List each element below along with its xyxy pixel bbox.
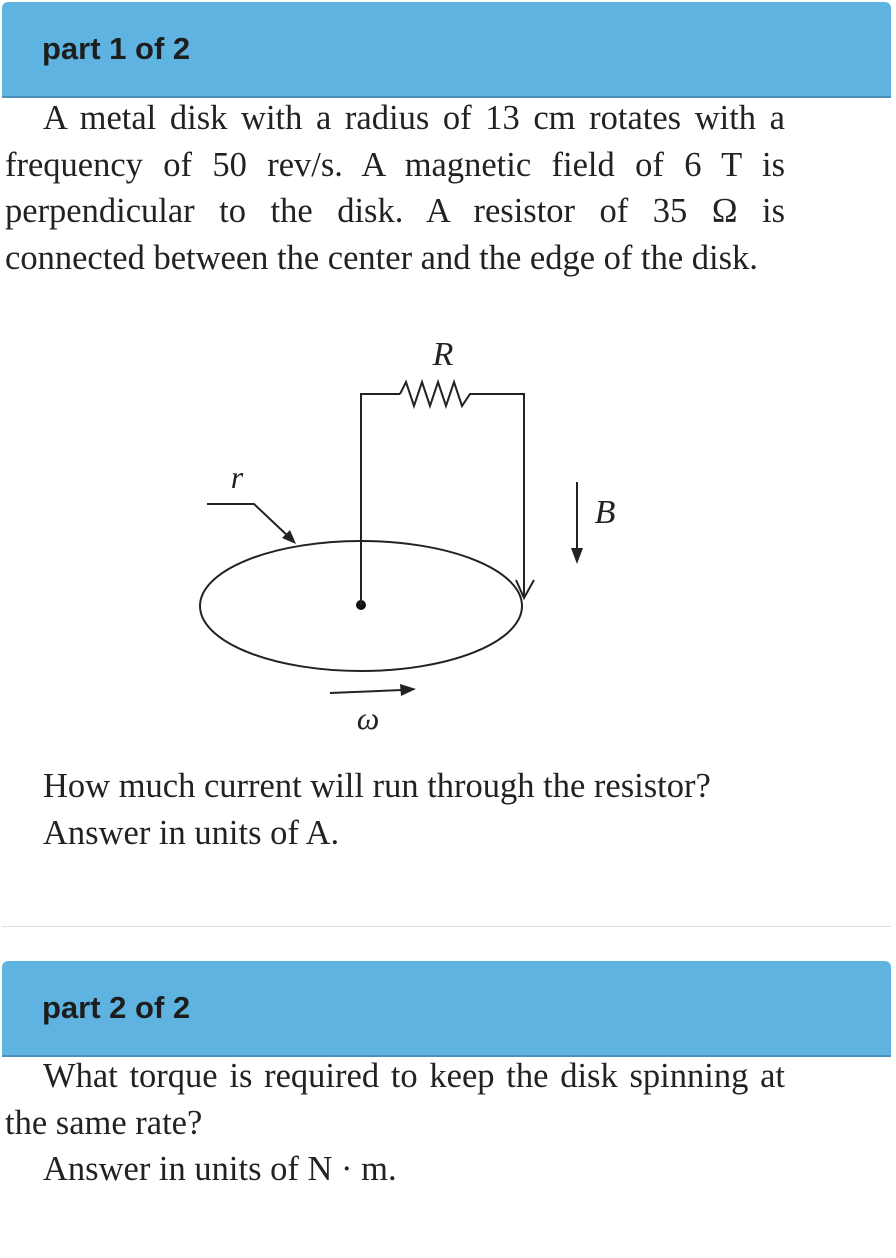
part-1-question: How much current will run through the resistor? xyxy=(43,767,711,805)
angular-velocity-label: ω xyxy=(356,700,380,736)
part-2-title: part 2 of 2 xyxy=(42,990,191,1025)
part-1-answer-units: Answer in units of A. xyxy=(43,813,340,852)
circuit-wire-left xyxy=(361,394,400,605)
part-1-question-block xyxy=(5,763,785,856)
section-divider xyxy=(2,926,891,927)
part-2-answer-units: Answer in units of N · m. xyxy=(43,1150,397,1188)
part-2-question: What torque is required to keep the disk spinning at the same rate? xyxy=(5,1057,785,1142)
rotation-arrow xyxy=(330,690,402,693)
rotation-arrowhead xyxy=(400,684,416,696)
circuit-wire-right xyxy=(480,394,524,598)
magnetic-field-arrowhead xyxy=(571,548,583,564)
problem-text: A metal disk with a radius of 13 cm rotates with a frequency of 50 rev/s. A magnetic field of 6 T is perpendicular to the disk. A resistor of 35 Ω is connected between the center and the edge of the disk. xyxy=(5,99,785,277)
resistor-symbol xyxy=(400,382,480,406)
part-1-title: part 1 of 2 xyxy=(42,31,191,66)
radius-label: r xyxy=(230,459,244,495)
resistor-label: R xyxy=(432,336,454,373)
part-2-header xyxy=(2,961,891,1057)
magnetic-field-label: B xyxy=(594,494,616,531)
part-2-question-block xyxy=(5,1053,785,1193)
rotating-disk-diagram xyxy=(190,330,650,740)
part-1-problem-statement xyxy=(5,95,785,281)
radius-leader-line xyxy=(207,504,290,538)
part-1-header xyxy=(2,2,891,98)
